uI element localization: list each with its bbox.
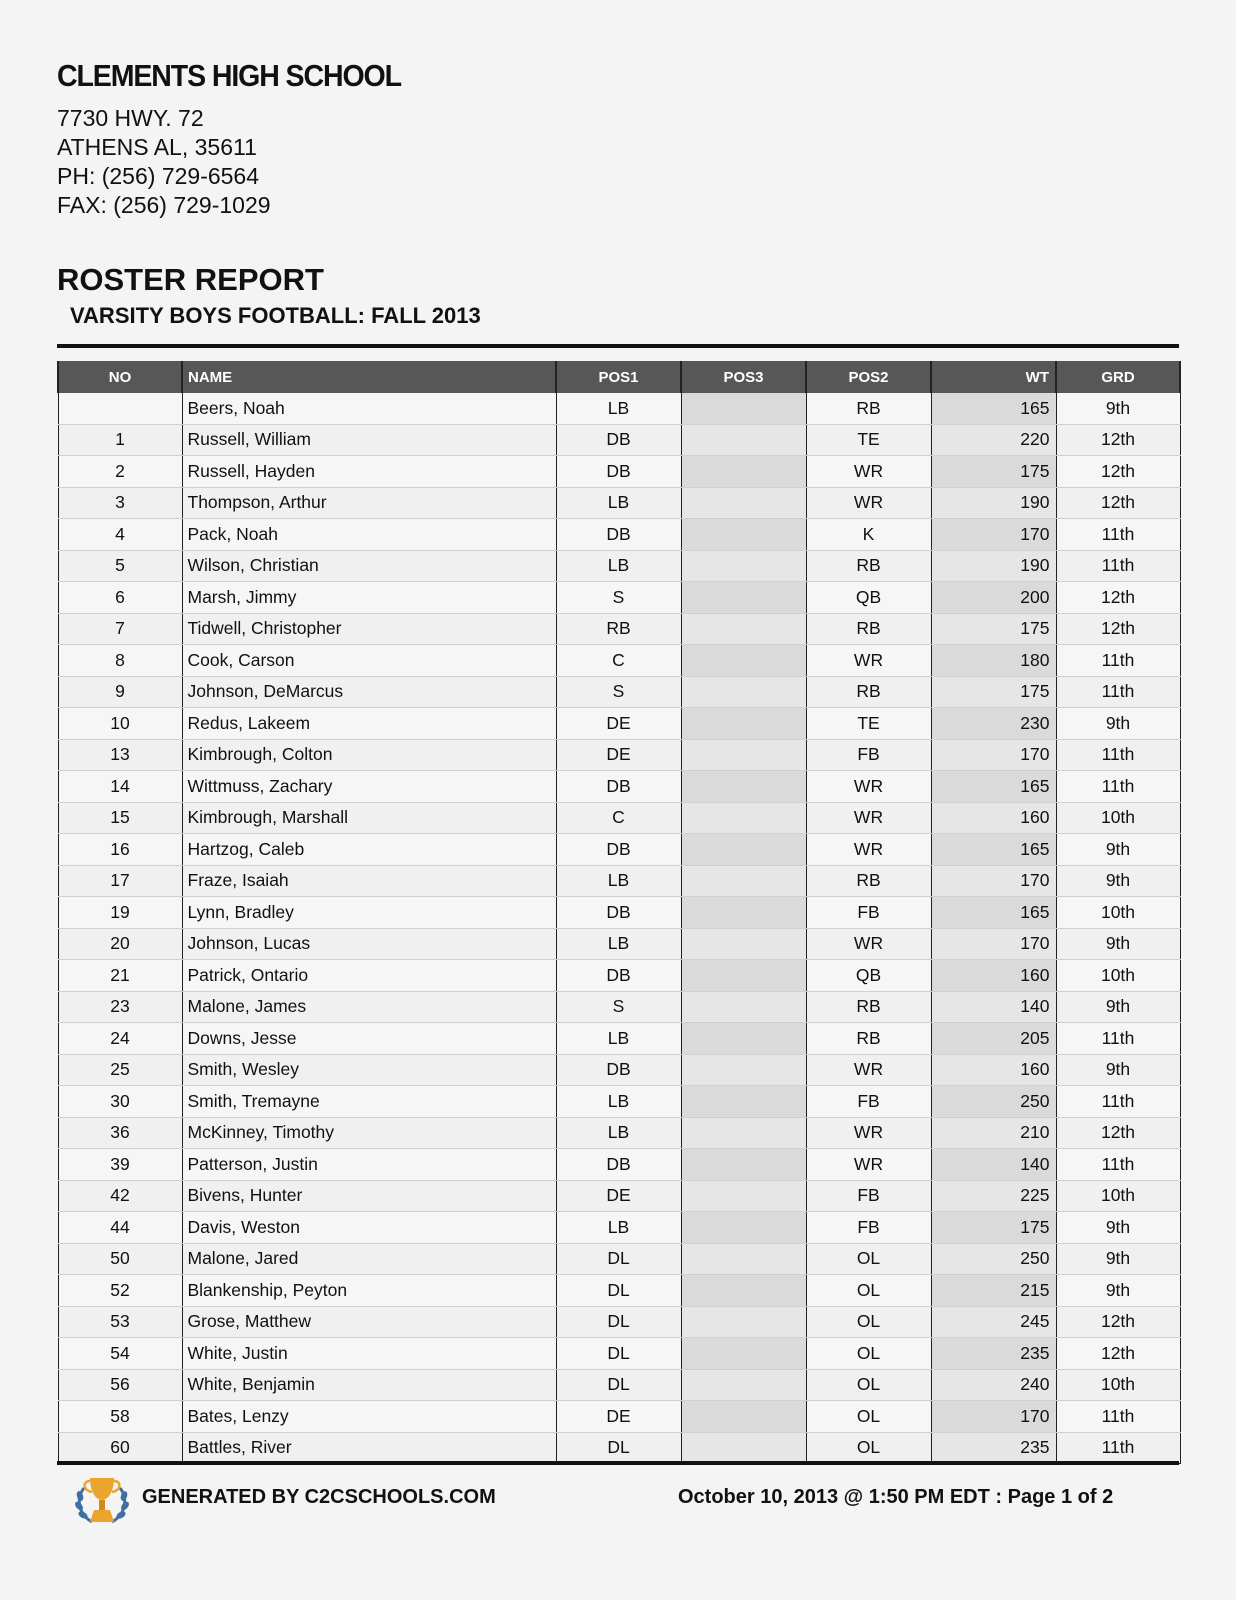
table-row (58, 1306, 1180, 1338)
cell-no: 24 (58, 1023, 182, 1055)
cell-pos3 (681, 1401, 806, 1433)
cell-pos1: DL (556, 1275, 681, 1307)
cell-name: Grose, Matthew (182, 1306, 556, 1338)
cell-pos3 (681, 1338, 806, 1370)
cell-pos2: FB (806, 1086, 931, 1118)
cell-wt: 250 (931, 1243, 1056, 1275)
cell-grd: 9th (1056, 1054, 1180, 1086)
cell-wt: 165 (931, 393, 1056, 424)
cell-pos3 (681, 1117, 806, 1149)
cell-grd: 12th (1056, 1306, 1180, 1338)
cell-pos3 (681, 865, 806, 897)
cell-name: Bivens, Hunter (182, 1180, 556, 1212)
cell-pos2: RB (806, 550, 931, 582)
cell-pos1: LB (556, 1117, 681, 1149)
cell-pos1: LB (556, 1086, 681, 1118)
cell-no: 3 (58, 487, 182, 519)
cell-pos3 (681, 834, 806, 866)
cell-pos2: OL (806, 1369, 931, 1401)
cell-pos1: DB (556, 1149, 681, 1181)
cell-name: Smith, Tremayne (182, 1086, 556, 1118)
cell-grd: 10th (1056, 1369, 1180, 1401)
cell-pos1: LB (556, 550, 681, 582)
cell-pos2: OL (806, 1432, 931, 1464)
table-row (58, 1212, 1180, 1244)
cell-grd: 11th (1056, 519, 1180, 551)
cell-wt: 165 (931, 771, 1056, 803)
cell-name: Bates, Lenzy (182, 1401, 556, 1433)
generated-by: GENERATED BY C2CSCHOOLS.COM (142, 1486, 496, 1508)
cell-name: Lynn, Bradley (182, 897, 556, 929)
table-row (58, 802, 1180, 834)
cell-pos1: DB (556, 960, 681, 992)
table-row (58, 613, 1180, 645)
cell-wt: 175 (931, 613, 1056, 645)
cell-grd: 11th (1056, 1023, 1180, 1055)
cell-no: 23 (58, 991, 182, 1023)
cell-no: 36 (58, 1117, 182, 1149)
cell-name: Russell, William (182, 424, 556, 456)
cell-name: Patrick, Ontario (182, 960, 556, 992)
table-row (58, 865, 1180, 897)
cell-no: 16 (58, 834, 182, 866)
cell-no: 13 (58, 739, 182, 771)
cell-wt: 215 (931, 1275, 1056, 1307)
cell-pos2: WR (806, 456, 931, 488)
cell-grd: 12th (1056, 1117, 1180, 1149)
cell-no: 53 (58, 1306, 182, 1338)
report-subtitle: VARSITY BOYS FOOTBALL: FALL 2013 (70, 303, 481, 328)
cell-pos2: OL (806, 1401, 931, 1433)
table-row (58, 393, 1180, 424)
cell-name: Battles, River (182, 1432, 556, 1464)
cell-wt: 170 (931, 519, 1056, 551)
col-header-pos1: POS1 (556, 361, 681, 393)
cell-no: 9 (58, 676, 182, 708)
cell-no: 39 (58, 1149, 182, 1181)
cell-pos2: WR (806, 802, 931, 834)
cell-wt: 175 (931, 456, 1056, 488)
table-row (58, 424, 1180, 456)
cell-no: 4 (58, 519, 182, 551)
cell-wt: 170 (931, 865, 1056, 897)
report-title: ROSTER REPORT (57, 262, 324, 297)
cell-pos1: DE (556, 1180, 681, 1212)
cell-pos1: LB (556, 487, 681, 519)
cell-pos1: DB (556, 456, 681, 488)
cell-wt: 140 (931, 1149, 1056, 1181)
cell-wt: 165 (931, 834, 1056, 866)
cell-wt: 245 (931, 1306, 1056, 1338)
cell-pos2: OL (806, 1338, 931, 1370)
cell-grd: 11th (1056, 1149, 1180, 1181)
cell-no: 19 (58, 897, 182, 929)
cell-pos2: WR (806, 771, 931, 803)
cell-pos2: RB (806, 1023, 931, 1055)
school-name: CLEMENTS HIGH SCHOOL (57, 58, 401, 93)
cell-name: Malone, Jared (182, 1243, 556, 1275)
cell-pos2: QB (806, 582, 931, 614)
cell-pos2: RB (806, 991, 931, 1023)
cell-wt: 230 (931, 708, 1056, 740)
table-row (58, 834, 1180, 866)
cell-name: Russell, Hayden (182, 456, 556, 488)
cell-wt: 170 (931, 928, 1056, 960)
timestamp-page: October 10, 2013 @ 1:50 PM EDT : Page 1 of 2 (678, 1486, 1114, 1508)
cell-name: Wilson, Christian (182, 550, 556, 582)
cell-pos1: DL (556, 1369, 681, 1401)
cell-pos2: FB (806, 739, 931, 771)
school-address (57, 104, 271, 220)
cell-grd: 9th (1056, 1275, 1180, 1307)
cell-pos1: DE (556, 739, 681, 771)
cell-no: 5 (58, 550, 182, 582)
table-row (58, 960, 1180, 992)
cell-pos1: LB (556, 865, 681, 897)
cell-name: Pack, Noah (182, 519, 556, 551)
cell-pos2: WR (806, 1054, 931, 1086)
cell-wt: 170 (931, 1401, 1056, 1433)
table-row (58, 708, 1180, 740)
cell-pos2: WR (806, 928, 931, 960)
cell-grd: 9th (1056, 865, 1180, 897)
cell-no: 8 (58, 645, 182, 677)
cell-pos3 (681, 582, 806, 614)
cell-grd: 11th (1056, 1432, 1180, 1464)
table-row (58, 1275, 1180, 1307)
cell-name: Beers, Noah (182, 393, 556, 424)
cell-pos3 (681, 393, 806, 424)
cell-name: Fraze, Isaiah (182, 865, 556, 897)
cell-name: Patterson, Justin (182, 1149, 556, 1181)
cell-wt: 190 (931, 487, 1056, 519)
cell-pos3 (681, 1023, 806, 1055)
table-row (58, 739, 1180, 771)
cell-wt: 235 (931, 1338, 1056, 1370)
cell-grd: 12th (1056, 582, 1180, 614)
cell-pos2: WR (806, 1117, 931, 1149)
cell-grd: 11th (1056, 645, 1180, 677)
cell-pos2: WR (806, 834, 931, 866)
cell-pos3 (681, 613, 806, 645)
table-row (58, 519, 1180, 551)
table-header-row (58, 361, 1180, 393)
cell-no: 42 (58, 1180, 182, 1212)
cell-name: Redus, Lakeem (182, 708, 556, 740)
table-row (58, 456, 1180, 488)
cell-no: 30 (58, 1086, 182, 1118)
cell-grd: 12th (1056, 487, 1180, 519)
cell-name: Malone, James (182, 991, 556, 1023)
table-row (58, 1401, 1180, 1433)
cell-pos2: TE (806, 708, 931, 740)
cell-pos1: DB (556, 897, 681, 929)
cell-name: Cook, Carson (182, 645, 556, 677)
table-row (58, 582, 1180, 614)
cell-no: 44 (58, 1212, 182, 1244)
cell-no: 2 (58, 456, 182, 488)
cell-pos3 (681, 1149, 806, 1181)
cell-wt: 180 (931, 645, 1056, 677)
cell-wt: 220 (931, 424, 1056, 456)
cell-name: Hartzog, Caleb (182, 834, 556, 866)
cell-no: 20 (58, 928, 182, 960)
cell-pos1: C (556, 645, 681, 677)
cell-pos2: FB (806, 897, 931, 929)
table-row (58, 676, 1180, 708)
cell-pos1: S (556, 991, 681, 1023)
cell-pos1: LB (556, 393, 681, 424)
cell-grd: 10th (1056, 960, 1180, 992)
cell-wt: 205 (931, 1023, 1056, 1055)
cell-grd: 10th (1056, 897, 1180, 929)
cell-wt: 235 (931, 1432, 1056, 1464)
cell-grd: 12th (1056, 613, 1180, 645)
cell-pos1: DB (556, 834, 681, 866)
cell-no: 25 (58, 1054, 182, 1086)
cell-pos3 (681, 676, 806, 708)
cell-name: Johnson, Lucas (182, 928, 556, 960)
cell-name: Tidwell, Christopher (182, 613, 556, 645)
cell-pos3 (681, 1180, 806, 1212)
cell-pos3 (681, 802, 806, 834)
table-row (58, 1117, 1180, 1149)
cell-grd: 12th (1056, 1338, 1180, 1370)
cell-grd: 9th (1056, 1243, 1180, 1275)
cell-wt: 200 (931, 582, 1056, 614)
cell-no: 21 (58, 960, 182, 992)
cell-wt: 240 (931, 1369, 1056, 1401)
cell-wt: 175 (931, 1212, 1056, 1244)
cell-grd: 11th (1056, 676, 1180, 708)
cell-grd: 11th (1056, 1401, 1180, 1433)
cell-grd: 12th (1056, 424, 1180, 456)
cell-name: Davis, Weston (182, 1212, 556, 1244)
cell-no: 60 (58, 1432, 182, 1464)
cell-pos2: TE (806, 424, 931, 456)
cell-grd: 11th (1056, 550, 1180, 582)
bottom-divider (57, 1461, 1179, 1465)
cell-pos3 (681, 1212, 806, 1244)
cell-pos3 (681, 1432, 806, 1464)
col-header-wt: WT (931, 361, 1056, 393)
cell-pos2: RB (806, 613, 931, 645)
cell-no: 1 (58, 424, 182, 456)
cell-name: Wittmuss, Zachary (182, 771, 556, 803)
cell-no: 56 (58, 1369, 182, 1401)
cell-pos3 (681, 771, 806, 803)
cell-grd: 9th (1056, 1212, 1180, 1244)
cell-grd: 11th (1056, 739, 1180, 771)
cell-pos2: WR (806, 487, 931, 519)
col-header-pos2: POS2 (806, 361, 931, 393)
col-header-no: NO (58, 361, 182, 393)
cell-pos1: LB (556, 928, 681, 960)
cell-grd: 9th (1056, 834, 1180, 866)
cell-pos2: QB (806, 960, 931, 992)
cell-no: 54 (58, 1338, 182, 1370)
cell-wt: 210 (931, 1117, 1056, 1149)
cell-pos2: WR (806, 645, 931, 677)
table-row (58, 645, 1180, 677)
cell-pos3 (681, 1275, 806, 1307)
roster-table (57, 361, 1181, 1464)
cell-no: 17 (58, 865, 182, 897)
cell-pos1: DB (556, 771, 681, 803)
table-row (58, 550, 1180, 582)
cell-pos2: OL (806, 1306, 931, 1338)
cell-name: White, Benjamin (182, 1369, 556, 1401)
cell-wt: 225 (931, 1180, 1056, 1212)
cell-name: Marsh, Jimmy (182, 582, 556, 614)
table-row (58, 1054, 1180, 1086)
cell-pos3 (681, 1086, 806, 1118)
cell-pos1: LB (556, 1023, 681, 1055)
cell-name: Kimbrough, Colton (182, 739, 556, 771)
cell-no: 6 (58, 582, 182, 614)
cell-pos2: RB (806, 676, 931, 708)
cell-wt: 160 (931, 802, 1056, 834)
top-divider (57, 344, 1179, 348)
table-row (58, 1243, 1180, 1275)
table-row (58, 897, 1180, 929)
cell-pos1: S (556, 676, 681, 708)
cell-name: Johnson, DeMarcus (182, 676, 556, 708)
cell-no: 15 (58, 802, 182, 834)
cell-wt: 250 (931, 1086, 1056, 1118)
cell-pos3 (681, 739, 806, 771)
cell-name: Downs, Jesse (182, 1023, 556, 1055)
cell-name: McKinney, Timothy (182, 1117, 556, 1149)
cell-pos1: RB (556, 613, 681, 645)
cell-pos1: LB (556, 1212, 681, 1244)
cell-no: 58 (58, 1401, 182, 1433)
cell-grd: 9th (1056, 393, 1180, 424)
cell-grd: 11th (1056, 1086, 1180, 1118)
cell-pos1: DL (556, 1432, 681, 1464)
cell-pos3 (681, 1369, 806, 1401)
cell-pos1: DE (556, 1401, 681, 1433)
cell-pos1: DB (556, 519, 681, 551)
cell-name: Blankenship, Peyton (182, 1275, 556, 1307)
table-row (58, 1432, 1180, 1464)
cell-pos1: DB (556, 424, 681, 456)
table-row (58, 928, 1180, 960)
cell-pos1: DL (556, 1338, 681, 1370)
address-line-1: 7730 HWY. 72 (57, 105, 204, 131)
cell-no: 50 (58, 1243, 182, 1275)
trophy-laurel-icon (70, 1474, 134, 1530)
cell-grd: 11th (1056, 771, 1180, 803)
cell-pos3 (681, 1243, 806, 1275)
cell-name: Thompson, Arthur (182, 487, 556, 519)
table-row (58, 1338, 1180, 1370)
cell-pos3 (681, 960, 806, 992)
cell-pos3 (681, 645, 806, 677)
cell-no: 10 (58, 708, 182, 740)
cell-grd: 9th (1056, 928, 1180, 960)
cell-pos2: RB (806, 393, 931, 424)
cell-pos3 (681, 487, 806, 519)
cell-pos1: S (556, 582, 681, 614)
cell-pos1: DE (556, 708, 681, 740)
cell-wt: 175 (931, 676, 1056, 708)
col-header-name: NAME (182, 361, 556, 393)
cell-grd: 10th (1056, 1180, 1180, 1212)
cell-grd: 10th (1056, 802, 1180, 834)
cell-pos2: FB (806, 1212, 931, 1244)
roster-body (58, 393, 1180, 1464)
cell-no (58, 393, 182, 424)
cell-pos1: DL (556, 1243, 681, 1275)
col-header-grd: GRD (1056, 361, 1180, 393)
cell-name: Smith, Wesley (182, 1054, 556, 1086)
cell-name: White, Justin (182, 1338, 556, 1370)
cell-pos2: K (806, 519, 931, 551)
cell-grd: 9th (1056, 991, 1180, 1023)
cell-grd: 12th (1056, 456, 1180, 488)
table-row (58, 1149, 1180, 1181)
cell-wt: 160 (931, 1054, 1056, 1086)
cell-pos2: FB (806, 1180, 931, 1212)
cell-pos3 (681, 991, 806, 1023)
table-row (58, 1023, 1180, 1055)
cell-pos1: DL (556, 1306, 681, 1338)
table-row (58, 1180, 1180, 1212)
cell-wt: 140 (931, 991, 1056, 1023)
cell-wt: 165 (931, 897, 1056, 929)
address-line-2: ATHENS AL, 35611 (57, 134, 257, 160)
phone-number: PH: (256) 729-6564 (57, 163, 260, 189)
cell-pos3 (681, 550, 806, 582)
cell-wt: 190 (931, 550, 1056, 582)
cell-pos3 (681, 1306, 806, 1338)
cell-pos1: C (556, 802, 681, 834)
cell-name: Kimbrough, Marshall (182, 802, 556, 834)
cell-pos2: WR (806, 1149, 931, 1181)
cell-pos2: OL (806, 1275, 931, 1307)
cell-pos3 (681, 928, 806, 960)
cell-pos2: RB (806, 865, 931, 897)
table-row (58, 487, 1180, 519)
table-row (58, 1369, 1180, 1401)
table-row (58, 1086, 1180, 1118)
fax-number: FAX: (256) 729-1029 (57, 192, 271, 218)
cell-pos3 (681, 897, 806, 929)
cell-wt: 160 (931, 960, 1056, 992)
cell-pos3 (681, 708, 806, 740)
cell-pos3 (681, 1054, 806, 1086)
cell-pos3 (681, 424, 806, 456)
cell-pos1: DB (556, 1054, 681, 1086)
cell-no: 52 (58, 1275, 182, 1307)
cell-no: 14 (58, 771, 182, 803)
cell-grd: 9th (1056, 708, 1180, 740)
table-row (58, 771, 1180, 803)
cell-no: 7 (58, 613, 182, 645)
table-row (58, 991, 1180, 1023)
cell-pos2: OL (806, 1243, 931, 1275)
cell-pos3 (681, 456, 806, 488)
col-header-pos3: POS3 (681, 361, 806, 393)
cell-pos3 (681, 519, 806, 551)
cell-wt: 170 (931, 739, 1056, 771)
